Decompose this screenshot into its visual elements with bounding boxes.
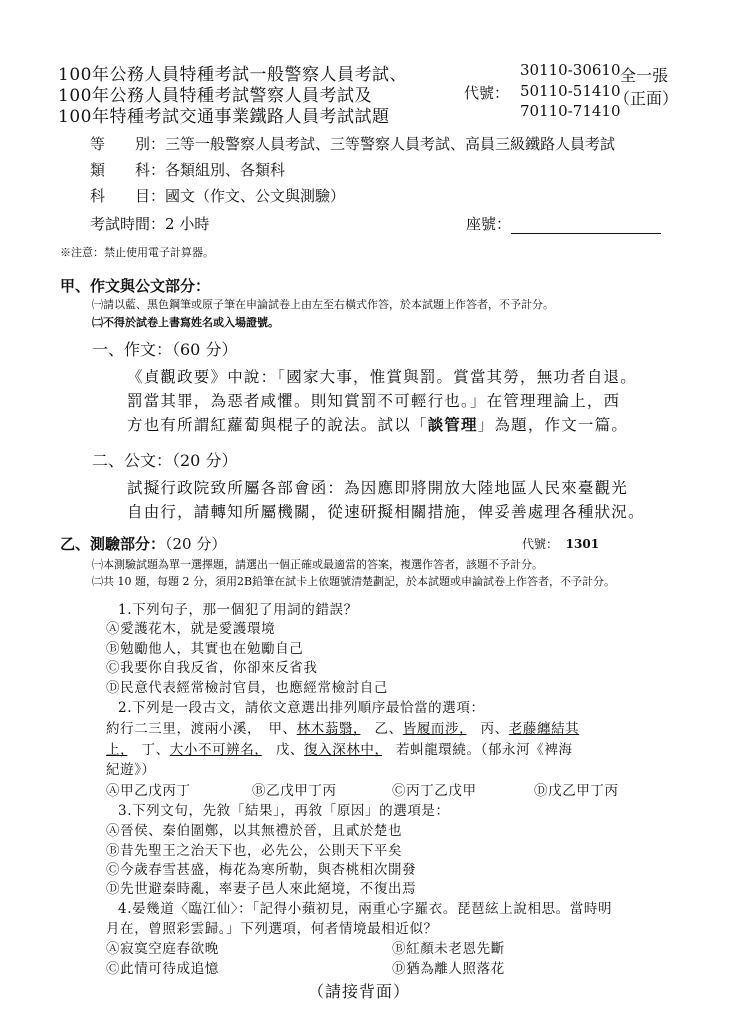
question-2-passage-line-3: 紀遊》）: [106, 762, 156, 778]
essay-line-1: 《貞觀政要》中說：「國家大事，惟賞與罰。賞當其勞，無功者自退。: [127, 368, 637, 386]
q2-l2-b: 丁、: [127, 742, 170, 758]
part-b-score: （20 分）: [165, 535, 227, 553]
seat-number: [466, 213, 661, 234]
category-value: 各類組別、各類科: [165, 161, 286, 179]
q2-l2-d: 戊、: [261, 742, 305, 758]
time-value: 2 小時: [165, 215, 210, 233]
part-a-instruction-1: ㈠請以藍、黑色鋼筆或原子筆在申論試卷上由左至右橫式作答，於本試題上作答者，不予計分。: [92, 298, 554, 311]
code-3: 70110-71410: [520, 102, 621, 120]
grade-label: 等 別：: [90, 135, 166, 153]
q2-l2-f: 若虯龍環繞。（郁永河《裨海: [381, 742, 573, 758]
question-2-option-d: Ⓓ戊乙甲丁丙: [534, 783, 619, 799]
exam-title-line-2: 100年公務人員特種考試警察人員考試及: [58, 86, 372, 106]
code-label: 代號：: [464, 84, 510, 102]
category-row: [90, 159, 285, 180]
essay-topic: 談管理: [427, 415, 478, 434]
q2-l2-a: 上，: [106, 742, 128, 758]
official-doc-heading: 二、公文：（20 分）: [92, 451, 238, 470]
question-3-option-d: Ⓓ先世避秦時亂，率妻子邑人來此絕境，不復出焉: [106, 881, 417, 897]
subject-label: 科 目：: [90, 187, 166, 205]
part-b-heading: [60, 533, 226, 554]
seat-number-blank: [511, 219, 661, 234]
question-4-option-b: Ⓑ紅顏未老恩先斷: [392, 941, 505, 957]
official-doc-line-1: 試擬行政院致所屬各部會函：為因應即將開放大陸地區人民來臺觀光: [127, 479, 629, 497]
q2-l1-e: 丙、: [466, 721, 509, 737]
question-4-stem-line-1: 4.晏幾道〈臨江仙〉：「記得小蘋初見，兩重心字羅衣。琵琶絃上說相思。當時明: [118, 901, 613, 917]
exam-title-line-1: 100年公務人員特種考試一般警察人員考試、: [58, 65, 407, 85]
part-a-instruction-2: ㈡不得於試卷上書寫姓名或入場證號。: [92, 316, 279, 329]
question-3-option-a: Ⓐ晉侯、秦伯圍鄭，以其無禮於晉，且貳於楚也: [106, 823, 403, 839]
q2-l2-e: 復入深林中，: [304, 742, 382, 758]
official-doc-line-2: 自由行，請轉知所屬機關，從速研擬相關措施，俾妥善處理各種狀況。: [127, 503, 645, 521]
question-2-option-b: Ⓑ乙戊甲丁丙: [252, 783, 337, 799]
q2-l2-c: 大小不可辨名，: [169, 742, 262, 758]
sheet-info: 全一張: [620, 66, 669, 85]
q2-l1-f: 老藤纏結其: [508, 721, 580, 737]
note: ※注意：禁止使用電子計算器。: [60, 246, 214, 259]
question-3-stem: 3.下列文句，先敘「結果」，再敘「原因」的選項是：: [118, 803, 450, 819]
q2-l1-d: 皆履而涉，: [402, 721, 467, 737]
part-a-heading: 甲、作文與公文部分：: [60, 277, 211, 295]
time-row: [90, 213, 209, 234]
essay-heading: 一、作文：（60 分）: [92, 340, 238, 359]
part-b-code-label: 代號：: [522, 537, 559, 551]
question-1-option-c: Ⓒ我要你自我反省，你卻來反省我: [106, 660, 318, 676]
essay-line-3-text: 方也有所謂紅蘿蔔與棍子的說法。試以「: [127, 416, 428, 434]
question-2-stem: 2.下列是一段古文，請依文意選出排列順序最恰當的選項：: [118, 700, 485, 716]
essay-line-3-tail: 」為題，作文一篇。: [477, 416, 629, 434]
part-b-instruction-2: ㈡共 10 題，每題 2 分，須用2B鉛筆在試卡上依題號清楚劃記，於本試題或申論試卷上作答者，不予計分。: [92, 575, 616, 588]
question-4-option-a: Ⓐ寂寞空庭春欲晚: [106, 941, 219, 957]
question-2-option-c: Ⓒ丙丁乙戊甲: [392, 783, 477, 799]
q2-l1-a: 約行二三里，渡兩小溪， 甲、: [106, 721, 297, 737]
grade-value: 三等一般警察人員考試、三等警察人員考試、高員三級鐵路人員考試: [165, 135, 616, 153]
question-1-option-a: Ⓐ愛護花木，就是愛護環境: [106, 621, 276, 637]
seat-label: 座號：: [466, 215, 512, 233]
subject-row: [90, 185, 345, 206]
q2-l1-c: 乙、: [360, 721, 403, 737]
question-3-option-c: Ⓒ今歲春雪甚盛，梅花為寒所勒，與杏桃相次開發: [106, 862, 417, 878]
question-2-passage-line-2: [106, 738, 573, 758]
time-label: 考試時間：: [90, 215, 166, 233]
code-1: 30110-30610: [520, 61, 621, 79]
question-1-option-d: Ⓓ民意代表經常檢討官員，也應經常檢討自己: [106, 680, 388, 696]
essay-line-3: [127, 413, 628, 435]
continue-on-back-note: （請接背面）: [308, 982, 411, 1001]
grade-row: [90, 133, 615, 154]
part-b-code: [522, 535, 599, 552]
question-1-stem: 1.下列句子，那一個犯了用詞的錯誤？: [118, 602, 358, 618]
question-1-option-b: Ⓑ勉勵他人，其實也在勉勵自己: [106, 641, 304, 657]
category-label: 類 科：: [90, 161, 166, 179]
question-4-option-d: Ⓓ猶為離人照落花: [392, 961, 505, 977]
question-3-option-b: Ⓑ昔先聖王之治天下也，必先公，公則天下平矣: [106, 843, 403, 859]
question-2-option-a: Ⓐ甲乙戊丙丁: [106, 783, 191, 799]
question-4-option-c: Ⓒ此情可待成追憶: [106, 961, 219, 977]
part-b-code-value: 1301: [565, 537, 600, 551]
subject-value: 國文（作文、公文與測驗）: [165, 187, 346, 205]
q2-l1-b: 林木蓊翳，: [296, 721, 361, 737]
part-b-instruction-1: ㈠本測驗試題為單一選擇題，請選出一個正確或最適當的答案，複選作答者，該題不予計分。: [92, 558, 543, 571]
part-b-title: 乙、測驗部分：: [60, 535, 166, 553]
question-4-stem-line-2: 月在，曾照彩雲歸。」下列選項，何者情境最相近似？: [106, 921, 438, 937]
code-2: 50110-51410: [520, 82, 621, 100]
exam-title-line-3: 100年特種考試交通事業鐵路人員考試試題: [58, 107, 390, 127]
essay-line-2: 罰當其罪，為惡者咸懼。則知賞罰不可輕行也。」在管理理論上，西: [127, 392, 621, 410]
sheet-side: （正面）: [614, 89, 679, 108]
question-2-passage-line-1: [106, 717, 579, 737]
